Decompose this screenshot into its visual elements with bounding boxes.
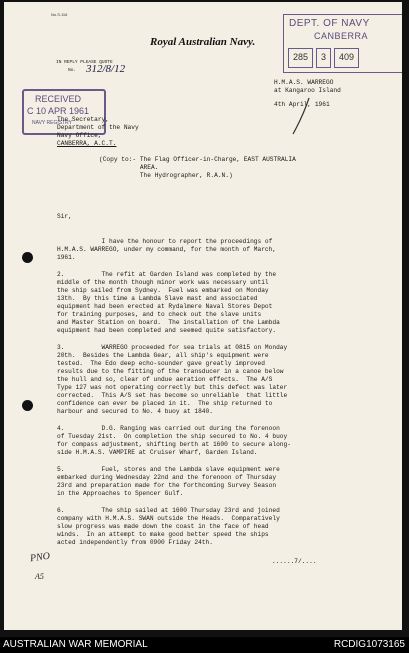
ref-number-label: No. xyxy=(68,68,77,73)
stamp-line2: CANBERRA xyxy=(314,31,369,41)
body-line: the ship sailed from Sydney. Fuel was embarked on Monday xyxy=(57,287,269,294)
body-line: company with H.M.A.S. SWAN outside the Heads. Comparatively xyxy=(57,515,280,522)
body-line: and Master Station on board. The installation of the Lambda xyxy=(57,319,280,326)
body-line: 6. The ship sailed at 1600 Thursday 23rd and joined xyxy=(57,507,280,514)
body-line: equipment had been completed and seemed quite satisfactory. xyxy=(57,327,277,334)
body-line: the hull and so, clear of undue aeration effects. The A/S xyxy=(57,376,273,383)
body-line: 4. D.G. Ranging was carried out during the forenoon xyxy=(57,425,280,432)
body-line: equipment had been erected at Rydalmere Naval Stores Depot xyxy=(57,303,273,310)
recipient-line: Department of the Navy xyxy=(57,124,139,131)
recipient-line: The Secretary, xyxy=(57,116,109,123)
body-line: 20th. Besides the Lambda Gear, all ship's equipment were xyxy=(57,352,269,359)
body-line: acted independently from 0900 Friday 24th. xyxy=(57,539,213,546)
stamp-cell: 409 xyxy=(334,48,359,68)
body-line: 13th. By this time a Lambda Slave mast and associated xyxy=(57,295,258,302)
punch-hole xyxy=(22,252,33,263)
received-date: C 10 APR 1961 xyxy=(27,106,90,116)
body-line: of Tuesday 21st. On completion the ship secured to No. 4 buoy xyxy=(57,433,288,440)
stamp-cell: 285 xyxy=(288,48,313,68)
body-line: confidence can ever be placed in it. The ship returned to xyxy=(57,400,273,407)
body-line: 23rd and preparation made for the forthcoming Survey Season xyxy=(57,482,277,489)
copy-to-line: The Hydrographer, R.A.N.) xyxy=(99,172,233,179)
body-line: in the Approaches to Spencer Gulf. xyxy=(57,490,184,497)
received-registry: NAVY REGISTRY xyxy=(32,120,73,126)
received-line1: RECEIVED xyxy=(35,94,82,104)
punch-hole xyxy=(22,400,33,411)
salutation: Sir, xyxy=(57,213,72,220)
continuation-marker: ......7/.... xyxy=(272,558,317,565)
reply-quote-label: IN REPLY PLEASE QUOTE xyxy=(56,60,113,65)
stamp-cell: 3 xyxy=(316,48,331,68)
body-line: slow progress was made down the coast in the face of head xyxy=(57,523,269,530)
letter-date: 4th April, 1961 xyxy=(274,101,330,108)
sender-location: at Kangaroo Island xyxy=(274,87,341,94)
ref-number-handwritten: 312/8/12 xyxy=(86,63,126,75)
body-line: 1961. xyxy=(57,254,76,261)
body-line: side H.M.A.S. VAMPIRE at Cruiser Wharf, Garden Island. xyxy=(57,449,258,456)
form-code: No.S.116 xyxy=(51,12,68,17)
copy-to-line: AREA. xyxy=(99,164,159,171)
body-line: harbour and secured to No. 4 buoy at 1840. xyxy=(57,408,213,415)
recipient-line: CANBERRA, A.C.T. xyxy=(57,140,117,147)
body-line: corrected. This A/S set has become so unreliable that little xyxy=(57,392,288,399)
letterhead-title: Royal Australian Navy. xyxy=(150,36,256,48)
recipient-line: Navy Office, xyxy=(57,132,102,139)
body-line: H.M.A.S. WARREGO, under my command, for the month of March, xyxy=(57,246,277,253)
archive-footer xyxy=(0,637,409,653)
margin-annotation: A5 xyxy=(35,572,44,581)
body-line: 3. WARREGO proceeded for sea trials at 0815 on Monday xyxy=(57,344,288,351)
archive-id: RCDIG1073165 xyxy=(333,639,405,650)
margin-annotation: PNO xyxy=(29,550,51,565)
body-line: Type 127 was not operating correctly but this defect was later xyxy=(57,384,288,391)
body-line: winds. In an attempt to make good better speed the ships xyxy=(57,531,269,538)
handwritten-mark xyxy=(287,96,317,138)
copy-to-line: (Copy to:- The Flag Officer-in-Charge, EAST AUSTRALIA xyxy=(99,156,296,163)
body-line: for training purposes, and to check out the slave units xyxy=(57,311,262,318)
body-line: for compass adjustment, shifting berth at 1600 to secure along- xyxy=(57,441,291,448)
body-line: middle of the month though minor work was necessary until xyxy=(57,279,269,286)
body-line: 2. The refit at Garden Island was completed by the xyxy=(57,271,277,278)
stamp-line1: DEPT. OF NAVY xyxy=(289,18,370,29)
body-line: I have the honour to report the proceedings of xyxy=(57,238,273,245)
body-line: results due to the fitting of the transducer in a canoe below xyxy=(57,368,284,375)
archive-name: AUSTRALIAN WAR MEMORIAL xyxy=(3,639,148,650)
letter-page xyxy=(4,2,402,630)
body-line: embarked during Wednesday 22nd and the forenoon of Thursday xyxy=(57,474,277,481)
body-line: tested. The Edo deep echo-sounder gave greatly improved xyxy=(57,360,265,367)
navy-dept-stamp xyxy=(283,14,402,73)
body-line: 5. Fuel, stores and the Lambda slave equipment were xyxy=(57,466,280,473)
sender-ship: H.M.A.S. WARREGO xyxy=(274,79,334,86)
